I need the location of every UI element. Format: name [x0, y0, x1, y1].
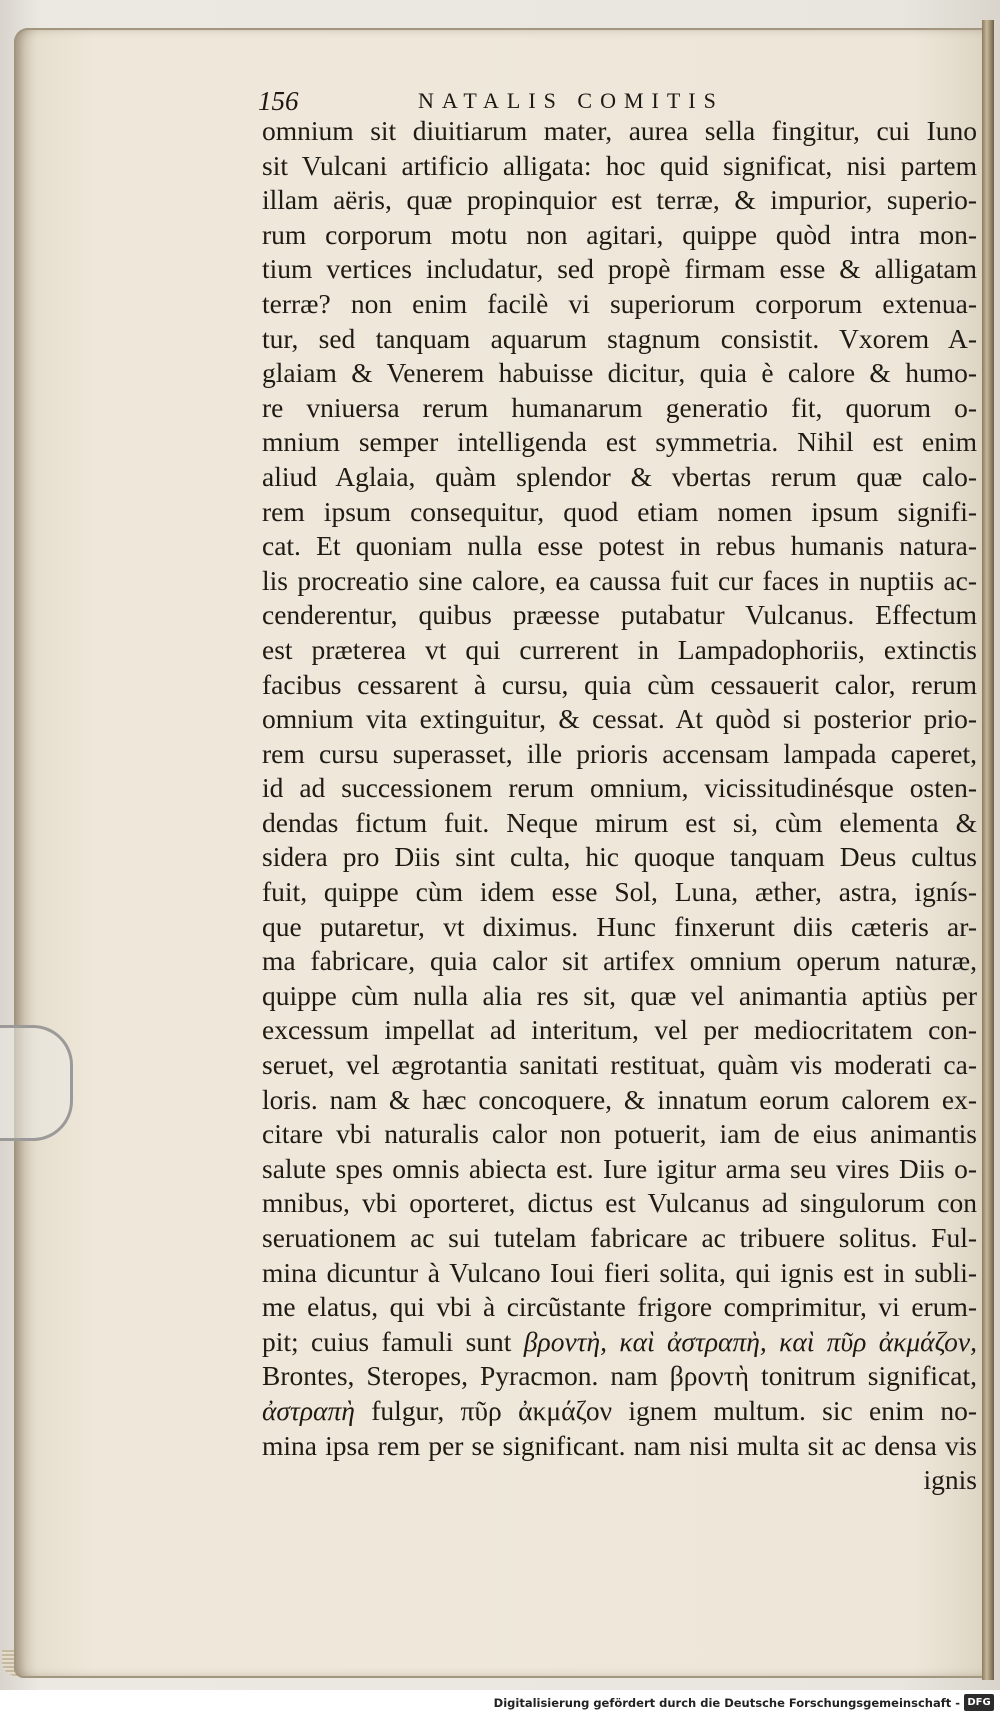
text-line: cenderentur, quibus præesse putabatur Vulcanus. Effectum — [262, 599, 977, 631]
catchword: ignis — [923, 1464, 977, 1496]
text-line: citare vbi naturalis calor non potuerit, iam de eius animantis — [262, 1118, 977, 1150]
text-line: rem ipsum consequitur, quod etiam nomen ipsum signifi- — [262, 495, 977, 527]
text-line: me elatus, qui vbi à circũstante frigore comprimitur, vi erum- — [262, 1291, 977, 1323]
text-line: Brontes, Steropes, Pyracmon. nam βροντὴ tonitrum significat, — [262, 1360, 977, 1392]
running-title: NATALIS COMITIS — [418, 88, 724, 113]
text-line: facibus cessarent à cursu, quia cùm cessauerit calor, rerum — [262, 668, 977, 700]
text-line: lis procreatio sine calore, ea caussa fuit cur faces in nuptiis ac- — [262, 564, 977, 596]
text-line: terræ? non enim facilè vi superiorum corporum extenua- — [262, 287, 977, 319]
text-line: illam aëris, quæ propinquior est terræ, & impurior, superio- — [262, 184, 977, 216]
text-line — [262, 1325, 977, 1360]
text-line: excessum impellat ad interitum, vel per mediocritatem con- — [262, 1014, 977, 1046]
text-line: cat. Et quoniam nulla esse potest in rebus humanis natura- — [262, 530, 977, 562]
dfg-logo-icon: DFG — [964, 1694, 994, 1711]
page-number: 156 — [258, 86, 299, 116]
text-line: tium vertices includatur, sed propè firmam esse & alligatam — [262, 253, 977, 285]
text-line: rem cursu superasset, ille prioris accensam lampada caperet, — [262, 737, 977, 769]
text-line: aliud Aglaia, quàm splendor & vbertas rerum quæ calo- — [262, 460, 977, 492]
text-line: est præterea vt qui currerent in Lampadophoriis, extinctis — [262, 633, 977, 665]
text-line: re vniuersa rerum humanarum generatio fit, quorum o- — [262, 391, 977, 423]
text-line — [262, 1394, 977, 1429]
text-line: rum corporum motu non agitari, quippe quòd intra mon- — [262, 218, 977, 250]
text-line: omnium sit diuitiarum mater, aurea sella fingitur, cui Iuno — [262, 115, 977, 146]
text-line: salute spes omnis abiecta est. Iure igitur arma seu vires Diis o- — [262, 1152, 977, 1184]
text-line: ma fabricare, quia calor sit artifex omnium operum naturæ, — [262, 945, 977, 977]
footer-bar — [0, 1690, 1000, 1718]
text-line: que putaretur, vt diximus. Hunc finxerunt diis cæteris ar- — [262, 910, 977, 942]
text-segment: fulgur, πῦρ ἀκμάζον ignem multum. sic enim no- — [354, 1394, 977, 1426]
text-line: seruet, vel ægrotantia sanitati restituat, quàm vis moderati ca- — [262, 1049, 977, 1081]
page-clip — [0, 1025, 73, 1141]
text-line: mina ipsa rem per se significant. nam nisi multa sit ac densa vis — [262, 1429, 977, 1461]
book-spine — [982, 20, 994, 1680]
text-line: seruationem ac sui tutelam fabricare ac tribuere solitus. Ful- — [262, 1222, 977, 1253]
body-text — [262, 114, 977, 1498]
text-line: mnium semper intelligenda est symmetria. Nihil est enim — [262, 426, 977, 458]
text-line: mina dicuntur à Vulcano Ioui fieri solita, qui ignis est in subli- — [262, 1256, 977, 1288]
text-line: quippe cùm nulla alia res sit, quæ vel animantia aptiùs per — [262, 979, 977, 1011]
greek-text: ἀστραπὴ — [262, 1394, 355, 1426]
text-line: sit Vulcani artificio alligata: hoc quid significat, nisi partem — [262, 149, 977, 181]
digitization-credit: Digitalisierung gefördert durch die Deutsche Forschungsgemeinschaft - — [493, 1696, 960, 1710]
text-line: loris. nam & hæc concoquere, & innatum eorum calorem ex- — [262, 1083, 977, 1115]
text-line: sidera pro Diis sint culta, hic quoque tanquam Deus cultus — [262, 841, 977, 873]
text-line: glaiam & Venerem habuisse dicitur, quia è calore & humo- — [262, 357, 977, 389]
text-line: id ad successionem rerum omnium, vicissitudinésque osten- — [262, 772, 977, 804]
text-line: fuit, quippe cùm idem esse Sol, Luna, æther, astra, ignís- — [262, 876, 977, 908]
text-line: omnium vita extinguitur, & cessat. At quòd si posterior prio- — [262, 703, 977, 735]
text-line: tur, sed tanquam aquarum stagnum consistit. Vxorem A- — [262, 322, 977, 354]
text-line: mnibus, vbi oporteret, dictus est Vulcanus ad singulorum con — [262, 1187, 977, 1219]
text-segment: pit; cuius famuli sunt — [262, 1325, 524, 1357]
greek-text: βροντὴ, καὶ ἀστραπὴ, καὶ πῦρ ἀκμάζον, — [523, 1325, 977, 1357]
text-line: dendas fictum fuit. Neque mirum est si, cùm elementa & — [262, 806, 977, 838]
